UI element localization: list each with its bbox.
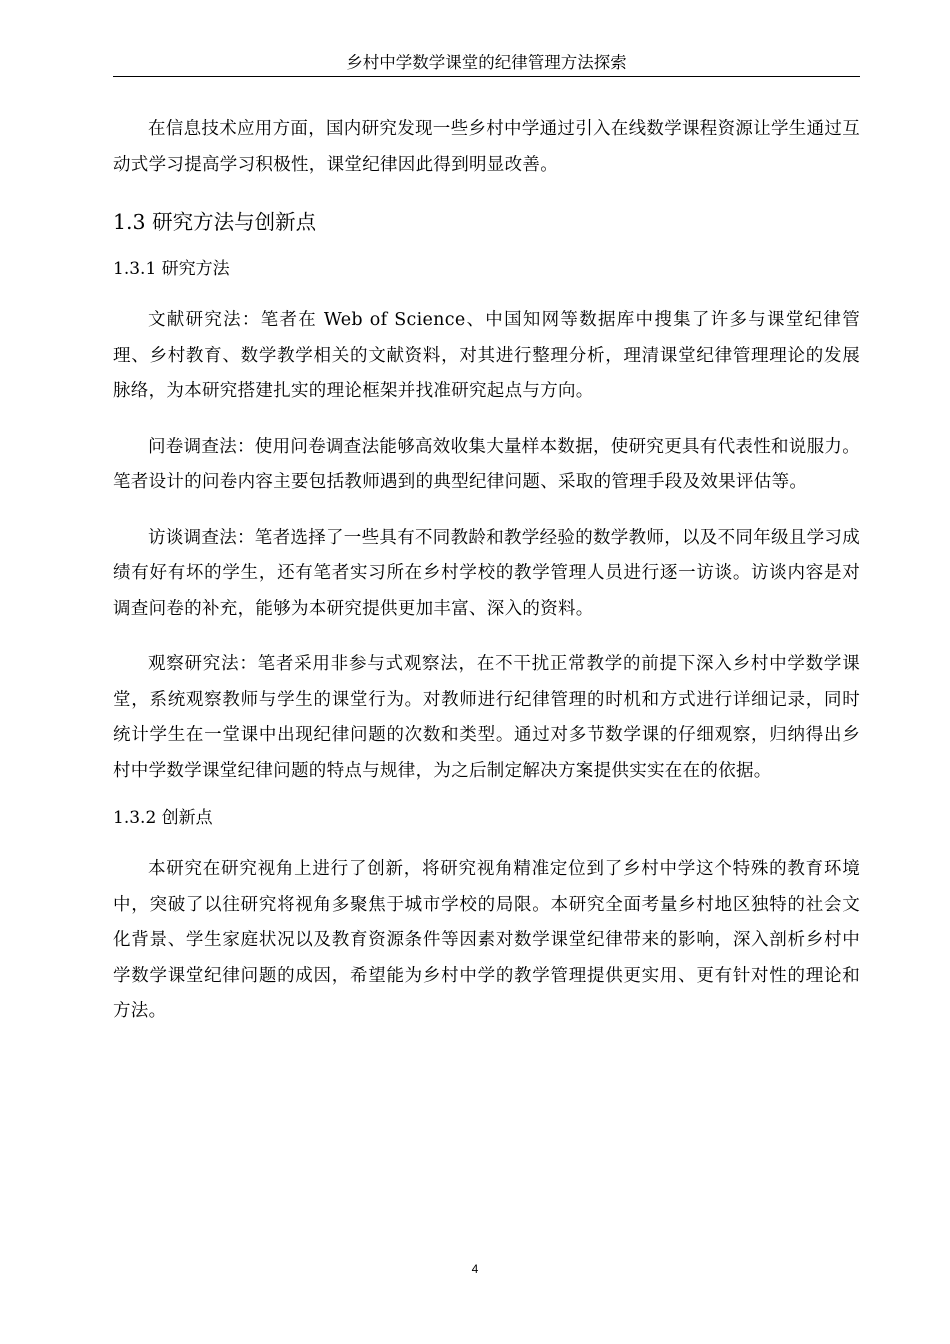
paragraph-observation-research: 观察研究法：笔者采用非参与式观察法，在不干扰正常教学的前提下深入乡村中学数学课堂，系统观察教师与学生的课堂行为。对教师进行纪律管理的时机和方式进行详细记录，同时统计学生在一堂课中出现纪律问题的次数和类型。通过对多节数学课的仔细观察，归纳得出乡村中学数学课堂纪律问题的特点与规律，为之后制定解决方案提供实实在在的依据。 <box>113 654 860 781</box>
paragraph-innovation: 本研究在研究视角上进行了创新，将研究视角精准定位到了乡村中学这个特殊的教育环境中，突破了以往研究将视角多聚焦于城市学校的局限。本研究全面考量乡村地区独特的社会文化背景、学生家庭状况以及教育资源条件等因素对数学课堂纪律带来的影响，深入剖析乡村中学数学课堂纪律问题的成因，希望能为乡村中学的教学管理提供更实用、更有针对性的理论和方法。 <box>113 859 860 1021</box>
running-header: 乡村中学数学课堂的纪律管理方法探索 <box>113 50 860 77</box>
subsection-heading-1-3-1: 1.3.1 研究方法 <box>113 259 230 279</box>
subsection-heading-1-3-2: 1.3.2 创新点 <box>113 808 213 828</box>
paragraph-literature-research: 文献研究法：笔者在 Web of Science、中国知网等数据库中搜集了许多与课堂纪律管理、乡村教育、数学教学相关的文献资料，对其进行整理分析，理清课堂纪律管理理论的发展脉络，为本研究搭建扎实的理论框架并找准研究起点与方向。 <box>113 310 860 401</box>
section-heading-1-3: 1.3 研究方法与创新点 <box>113 210 317 234</box>
document-body <box>113 112 860 1030</box>
paragraph-interview-survey: 访谈调查法：笔者选择了一些具有不同教龄和教学经验的数学教师，以及不同年级且学习成绩有好有坏的学生，还有笔者实习所在乡村学校的教学管理人员进行逐一访谈。访谈内容是对调查问卷的补充，能够为本研究提供更加丰富、深入的资料。 <box>113 527 860 619</box>
page-number: 4 <box>471 1262 479 1276</box>
intro-paragraph: 在信息技术应用方面，国内研究发现一些乡村中学通过引入在线数学课程资源让学生通过互动式学习提高学习积极性，课堂纪律因此得到明显改善。 <box>113 119 860 175</box>
paragraph-questionnaire-survey: 问卷调查法：使用问卷调查法能够高效收集大量样本数据，使研究更具有代表性和说服力。笔者设计的问卷内容主要包括教师遇到的典型纪律问题、采取的管理手段及效果评估等。 <box>113 436 860 492</box>
